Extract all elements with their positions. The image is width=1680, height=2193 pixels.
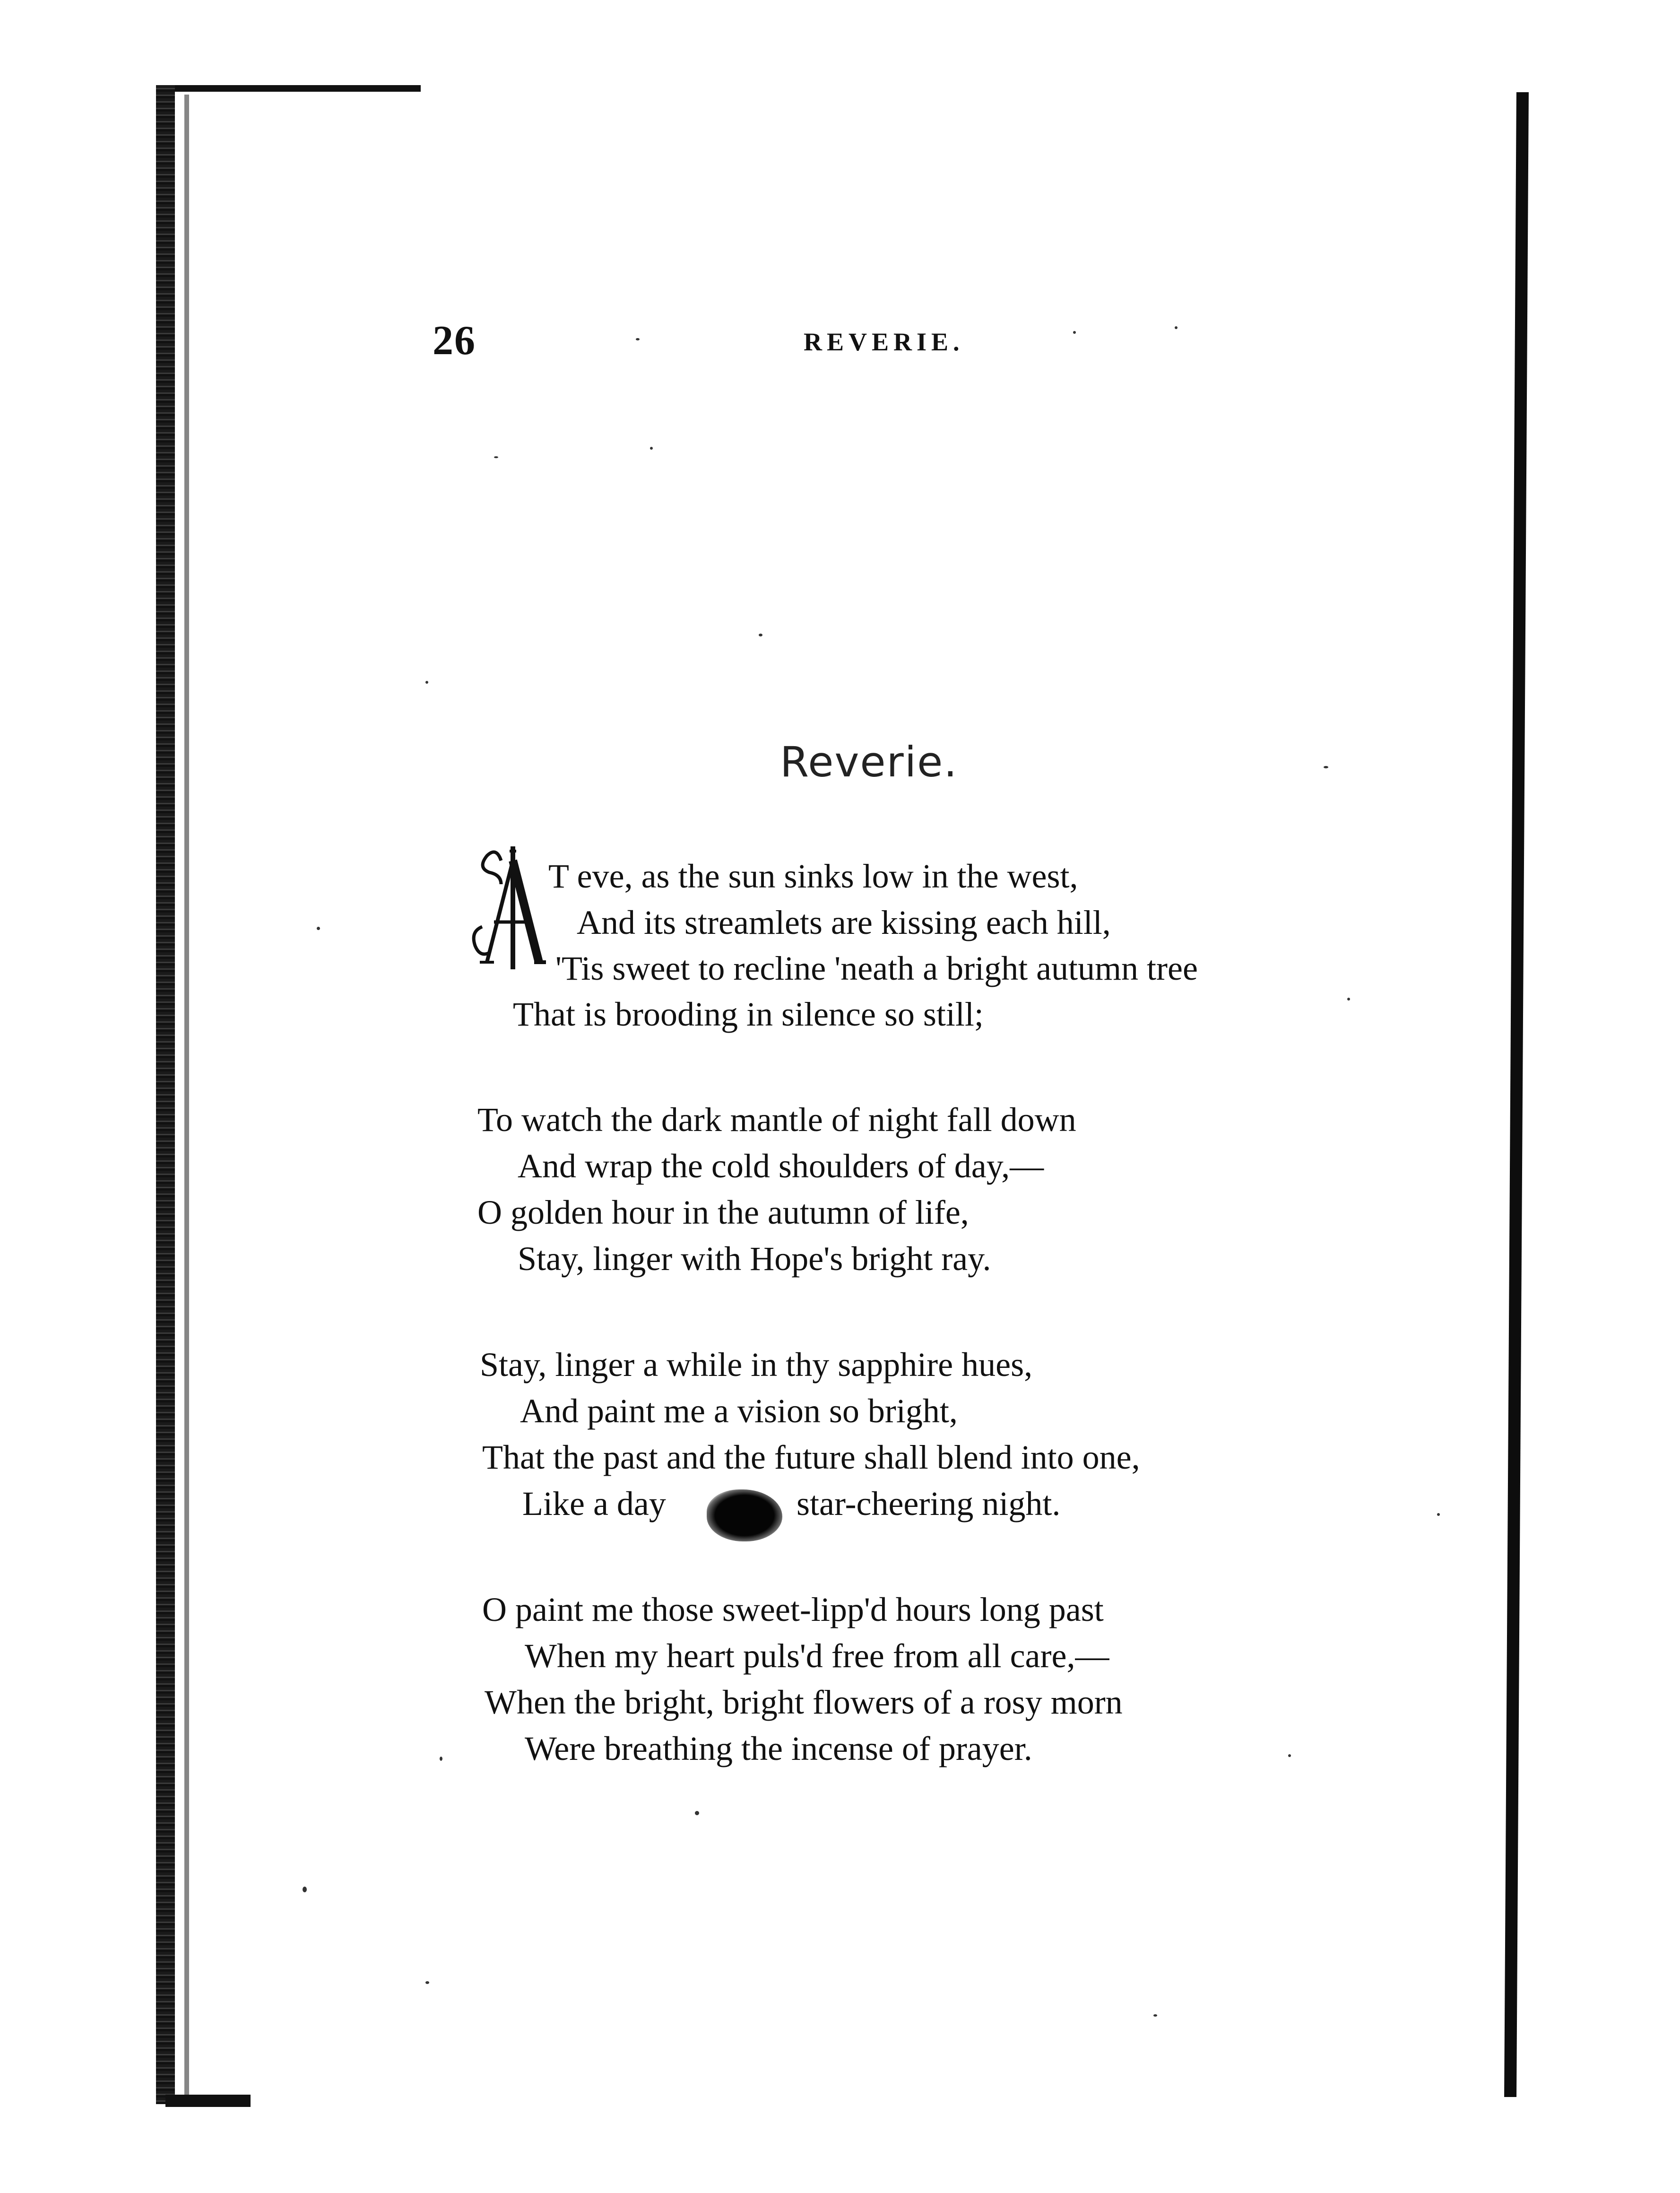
poem-line: And its streamlets are kissing each hill, [577,904,1111,941]
poem-line: When the bright, bright flowers of a rosy morn [485,1683,1123,1721]
poem-line: Like a day [522,1485,666,1523]
ink-blot [707,1489,782,1541]
poem-line: And wrap the cold shoulders of day,— [518,1147,1044,1185]
page-number: 26 [433,318,476,364]
poem-line: That the past and the future shall blend into one, [482,1438,1140,1476]
poem-line: That is brooding in silence so still; [513,995,984,1033]
poem-line: T eve, as the sun sinks low in the west, [548,857,1078,895]
poem-line: Were breathing the incense of prayer. [525,1730,1032,1767]
poem-line: star-cheering night. [797,1485,1061,1523]
poem-line: Stay, linger with Hope's bright ray. [518,1240,991,1278]
poem-line: O golden hour in the autumn of life, [477,1193,969,1231]
poem-line: Stay, linger a while in thy sapphire hues, [480,1346,1033,1384]
poem-line: 'Tis sweet to recline 'neath a bright autumn tree [555,949,1198,987]
poem-line: When my heart puls'd free from all care,— [525,1637,1109,1675]
poem-line: To watch the dark mantle of night fall down [477,1101,1076,1139]
running-title: REVERIE. [804,328,964,356]
poem-title: Reverie. [780,738,958,786]
poem-line: And paint me a vision so bright, [520,1392,958,1430]
poem-line: O paint me those sweet-lipp'd hours long past [482,1591,1104,1628]
